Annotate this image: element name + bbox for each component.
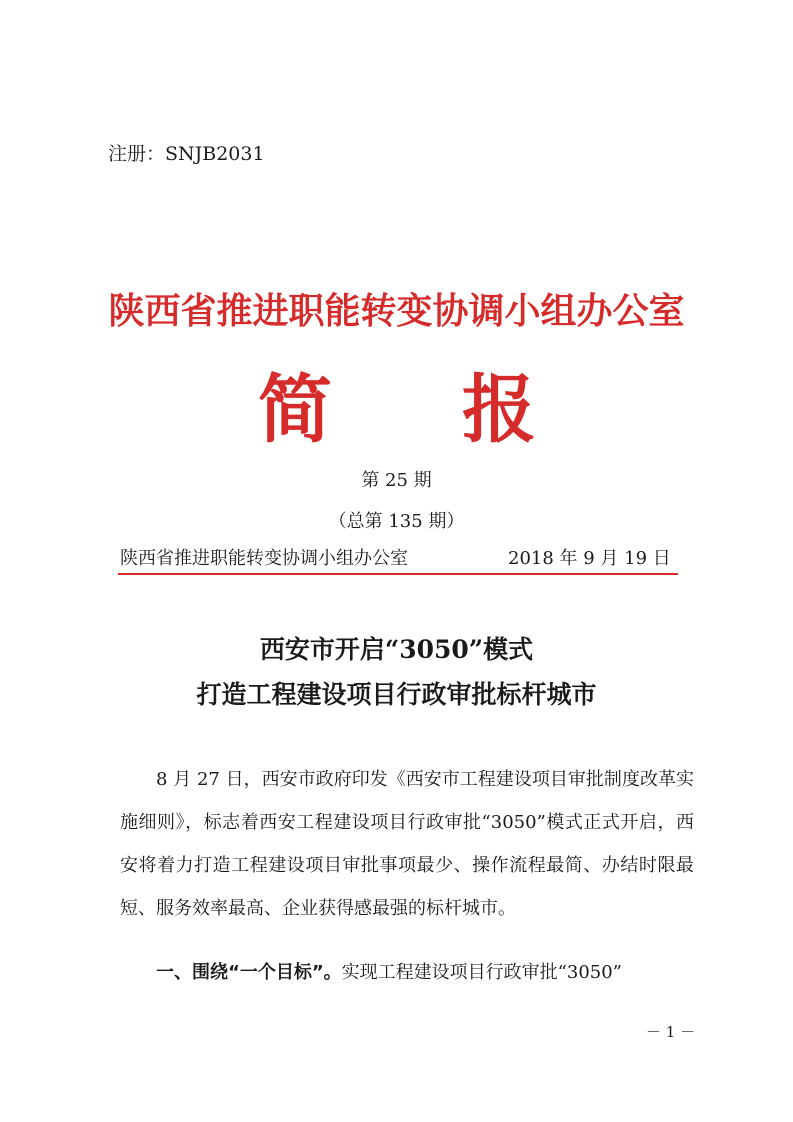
brief-title-left: 简 bbox=[258, 367, 332, 453]
article-paragraph: 8 月 27 日，西安市政府印发《西安市工程建设项目审批制度改革实施细则》，标志着西安工程建设项目行政审批“3050”模式正式开启，西安将着力打造工程建设项目审批事项最少、操作流程最简、办结时限最短、服务效率最高、企业获得感最强的标杆城市。 bbox=[120, 769, 694, 919]
publisher-name: 陕西省推进职能转变协调小组办公室 bbox=[120, 548, 408, 569]
red-divider bbox=[118, 573, 678, 575]
organization-title: 陕西省推进职能转变协调小组办公室 bbox=[108, 291, 685, 332]
section-heading: 一、围绕“一个目标”。 bbox=[156, 962, 342, 983]
article-section-paragraph bbox=[120, 951, 694, 994]
page-number: － 1 － bbox=[646, 1023, 696, 1041]
article-title-line2: 打造工程建设项目行政审批标杆城市 bbox=[196, 680, 597, 709]
article-title-line1: 西安市开启“3050”模式 bbox=[259, 635, 534, 664]
registration-number: 注册：SNJB2031 bbox=[108, 143, 265, 165]
publisher-row bbox=[120, 544, 680, 570]
publish-date: 2018 年 9 月 19 日 bbox=[508, 548, 671, 569]
section-text: 实现工程建设项目行政审批“3050” bbox=[341, 962, 622, 983]
issue-number: 第 25 期 bbox=[361, 470, 432, 491]
total-issue-number: （总第 135 期） bbox=[328, 511, 465, 532]
brief-title-right: 报 bbox=[462, 367, 536, 453]
